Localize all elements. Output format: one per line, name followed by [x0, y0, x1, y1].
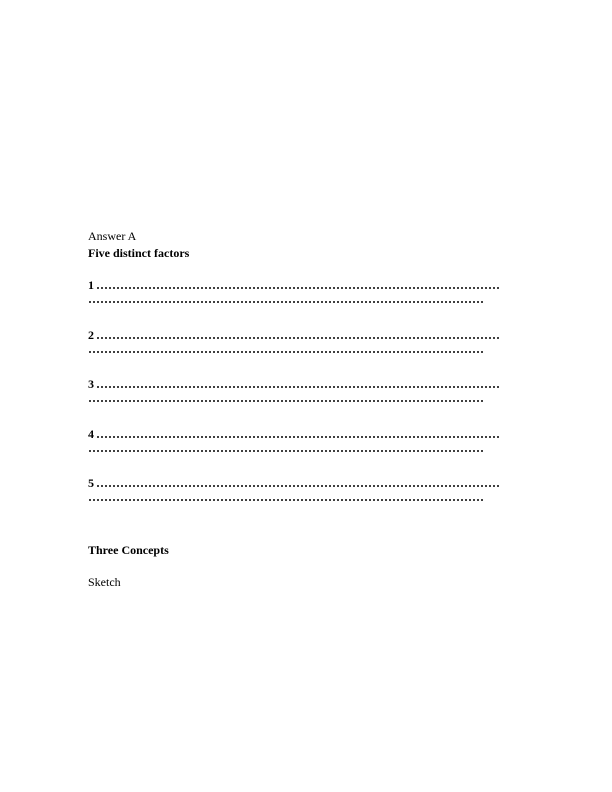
answer-line-1	[88, 328, 502, 342]
answer-line-2	[88, 342, 502, 356]
five-distinct-factors-heading: Five distinct factors	[88, 246, 190, 260]
list-item	[88, 328, 502, 356]
three-concepts-heading: Three Concepts	[88, 543, 169, 557]
answer-line-2	[88, 292, 502, 306]
answer-line-2	[88, 490, 502, 504]
list-item	[88, 377, 502, 405]
answer-line-1	[88, 476, 502, 490]
dotted-answer-line	[88, 499, 483, 501]
answer-line-2	[88, 441, 502, 455]
dotted-answer-line	[96, 386, 500, 388]
dotted-answer-line	[88, 450, 483, 452]
dotted-answer-line	[88, 351, 483, 353]
dotted-answer-line	[96, 485, 500, 487]
list-item	[88, 278, 502, 306]
list-item	[88, 427, 502, 455]
answer-line-1	[88, 278, 502, 292]
answer-line-1	[88, 377, 502, 391]
dotted-answer-line	[88, 400, 483, 402]
list-item	[88, 476, 502, 504]
sketch-label: Sketch	[88, 575, 121, 589]
answer-line-1	[88, 427, 502, 441]
dotted-answer-line	[96, 287, 500, 289]
dotted-answer-line	[96, 337, 500, 339]
item-number: 1	[88, 278, 94, 292]
item-number: 5	[88, 476, 94, 490]
answer-line-2	[88, 391, 502, 405]
item-number: 3	[88, 377, 94, 391]
item-number: 2	[88, 328, 94, 342]
item-number: 4	[88, 427, 94, 441]
answer-label: Answer A	[88, 229, 137, 243]
dotted-answer-line	[96, 436, 500, 438]
dotted-answer-line	[88, 301, 483, 303]
